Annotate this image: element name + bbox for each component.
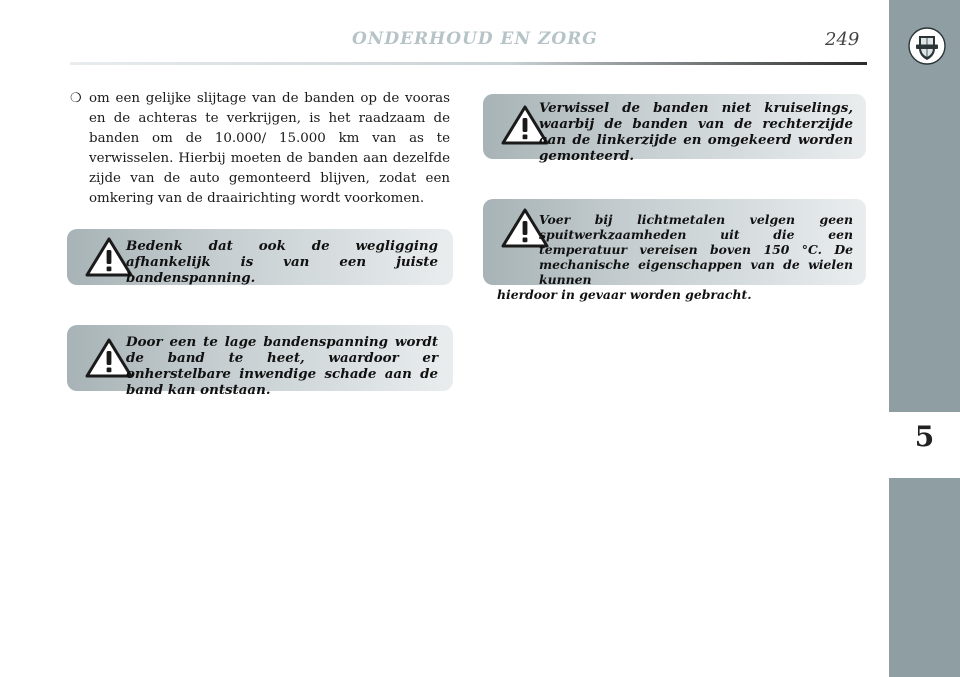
page-title: ONDERHOUD EN ZORG (352, 29, 598, 49)
warning-text: Bedenk dat ook de wegligging afhankelijk is van een juiste bandenspanning. (126, 238, 438, 286)
warning-text-tail: hierdoor in gevaar worden gebracht. (497, 287, 752, 302)
bullet-marker: ❍ (70, 91, 82, 106)
header-rule (70, 62, 867, 65)
bullet-paragraph (70, 89, 450, 209)
warning-text: Verwissel de banden niet kruiselings, waarbij de banden van de rechterzijde aan de linkerzijde en omgekeerd worden gemonteerd. (539, 100, 853, 164)
chapter-sidebar (889, 0, 960, 677)
warning-box (67, 229, 453, 285)
chapter-number: 5 (914, 420, 935, 453)
warning-box (483, 94, 866, 164)
page-number: 249 (825, 29, 860, 50)
warning-text-lead: Voer bij lichtmetalen velgen geen spuitwerkzaamheden uit die een temperatuur vereisen boven 150 °C. De mechanische eigenschappen van de wielen kunnen (539, 212, 853, 287)
warning-box (67, 325, 453, 398)
warning-text: Door een te lage bandenspanning wordt de band te heet, waardoor er onherstelbare inwendige schade aan de band kan ontstaan. (126, 334, 438, 398)
bullet-text: om een gelijke slijtage van de banden op de vooras en de achteras te verkrijgen, is het raadzaam de banden om de 10.000/ 15.000 km van as te verwisselen. Hierbij moeten de banden aan dezelfde zijde van de auto gemonteerd blijven, zodat een omkering van de draairichting wordt voorkomen. (89, 91, 450, 206)
lancia-logo-icon (908, 27, 946, 65)
warning-text (497, 212, 853, 302)
warning-box (483, 199, 866, 302)
